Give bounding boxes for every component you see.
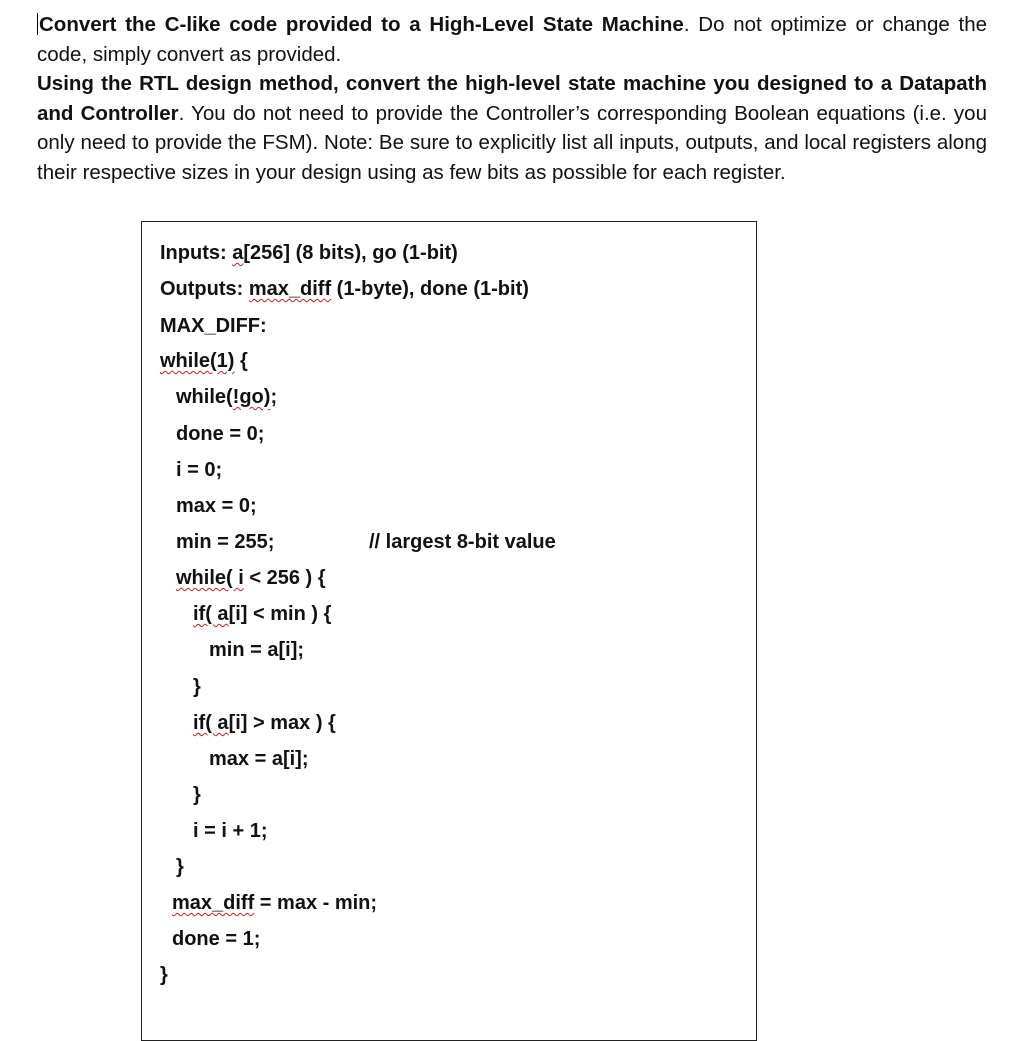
while-i-condition: < 256 ) { <box>243 567 326 589</box>
code-line-close-while-1: } <box>160 964 168 986</box>
code-line-done-1: done = 1; <box>172 928 261 950</box>
max-diff-expression: = max - min; <box>254 892 378 914</box>
inputs-label: Inputs: <box>160 242 233 264</box>
code-line-increment: i = i + 1; <box>193 820 268 842</box>
code-line-close-while-i: } <box>176 856 184 878</box>
code-line-done-0: done = 0; <box>176 423 265 445</box>
if-max-keyword: if( a <box>193 712 229 734</box>
while-1-brace: { <box>234 350 248 372</box>
instruction-paragraph-2 <box>37 69 987 187</box>
code-line-close-if-min: } <box>193 676 201 698</box>
if-min-condition: [i] < min ) { <box>228 603 332 625</box>
code-line-close-if-max: } <box>193 784 201 806</box>
code-line-if-min <box>193 602 331 626</box>
code-line-inputs <box>160 241 458 265</box>
while-go-keyword: while( <box>176 386 233 408</box>
code-line-if-max <box>193 711 336 735</box>
if-max-condition: [i] > max ) { <box>228 712 336 734</box>
while-go-condition: !go) <box>232 386 271 408</box>
while-1-keyword: while(1) <box>160 350 235 372</box>
problem-statement <box>37 10 987 187</box>
inputs-array-name: a <box>232 242 244 264</box>
code-line-label: MAX_DIFF: <box>160 315 267 337</box>
code-line-while-1 <box>160 349 248 373</box>
code-line-i-0: i = 0; <box>176 459 223 481</box>
instruction-1-bold: Convert the C-like code provided to a High-Level State Machine <box>39 13 684 36</box>
text-cursor <box>37 13 38 35</box>
code-line-min-assign: min = a[i]; <box>209 639 305 661</box>
while-go-semicolon: ; <box>270 386 278 408</box>
instruction-2-text: . You do not need to provide the Controller’s corresponding Boolean equations (i.e. you only need to provide the FSM). Note: Be sure to explicitly list all inputs, outputs, and local registers along their respective sizes in your design using as few bits as possible for each register. <box>37 101 987 184</box>
instruction-paragraph-1 <box>37 10 987 69</box>
code-line-while-go <box>176 385 277 409</box>
outputs-label: Outputs: <box>160 278 249 300</box>
if-min-keyword: if( a <box>193 603 229 625</box>
outputs-detail: (1-byte), done (1-bit) <box>331 278 529 300</box>
outputs-name: max_diff <box>248 278 332 300</box>
instruction-2-bold: Using the RTL design method, convert the high-level state machine you designed to a Datapath and Controller <box>37 72 987 125</box>
code-comment: // largest 8-bit value <box>369 531 556 553</box>
code-line-min-255: min = 255; <box>176 531 275 553</box>
code-line-max-assign: max = a[i]; <box>209 748 309 770</box>
max-diff-variable: max_diff <box>172 892 255 914</box>
inputs-detail: [256] (8 bits), go (1-bit) <box>243 242 458 264</box>
code-line-outputs <box>160 277 529 301</box>
code-line-while-i <box>176 566 326 590</box>
while-i-keyword: while( i <box>176 567 244 589</box>
code-listing-box <box>141 221 757 1041</box>
code-line-max-0: max = 0; <box>176 495 257 517</box>
code-line-max-diff <box>172 891 377 915</box>
instruction-1-text: . Do not optimize or change the code, simply convert as provided. <box>37 13 987 66</box>
